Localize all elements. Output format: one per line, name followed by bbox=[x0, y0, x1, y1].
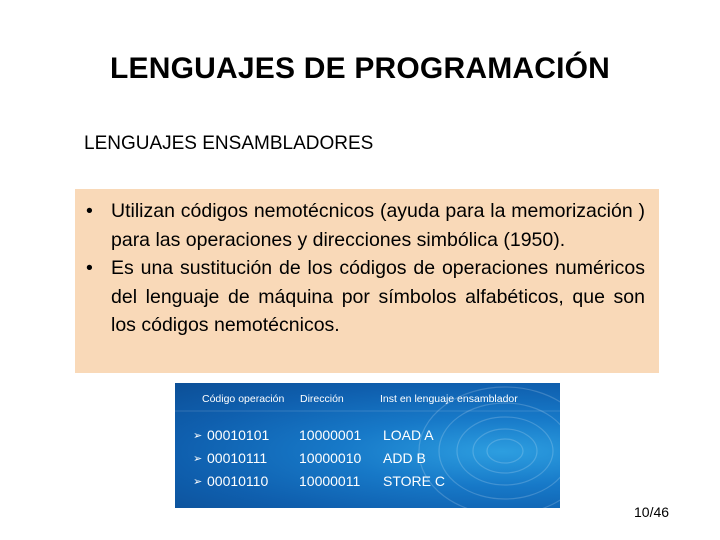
arrow-bullet-icon: ➢ bbox=[193, 453, 203, 465]
bullet-callout-box bbox=[75, 189, 659, 373]
column-header-opcode: Código operación bbox=[202, 393, 285, 405]
column-header-address: Dirección bbox=[300, 393, 344, 405]
bullet-list bbox=[85, 197, 645, 340]
assembly-cell: STORE C bbox=[383, 473, 445, 489]
bullet-text: Es una sustitución de los códigos de operaciones numéricos del lenguaje de máquina por símbolos alfabéticos, que son los códigos nemotécnicos. bbox=[111, 257, 645, 336]
opcode-cell: 00010101 bbox=[207, 427, 270, 443]
bullet-text: Utilizan códigos nemotécnicos (ayuda para la memorización ) para las operaciones y direcciones simbólica (1950). bbox=[111, 200, 645, 251]
arrow-bullet-icon: ➢ bbox=[193, 476, 203, 488]
opcode-cell: 00010111 bbox=[207, 450, 268, 466]
opcode-cell: 00010110 bbox=[207, 473, 269, 489]
slide-subtitle: LENGUAJES ENSAMBLADORES bbox=[84, 133, 374, 154]
bullet-item bbox=[85, 197, 645, 254]
assembly-cell: LOAD A bbox=[383, 427, 434, 443]
address-cell: 10000010 bbox=[299, 450, 362, 466]
arrow-bullet-icon: ➢ bbox=[193, 430, 203, 442]
bullet-dot-icon: • bbox=[86, 200, 93, 222]
address-cell: 10000001 bbox=[299, 427, 362, 443]
assembly-cell: ADD B bbox=[383, 450, 426, 466]
assembly-code-image bbox=[175, 383, 560, 508]
bullet-item bbox=[85, 254, 645, 340]
column-header-assembly: Inst en lenguaje ensamblador bbox=[380, 393, 518, 405]
slide-title: LENGUAJES DE PROGRAMACIÓN bbox=[110, 52, 611, 85]
page-number: 10/46 bbox=[634, 504, 670, 520]
address-cell: 10000011 bbox=[299, 473, 361, 489]
bullet-dot-icon: • bbox=[86, 257, 93, 279]
